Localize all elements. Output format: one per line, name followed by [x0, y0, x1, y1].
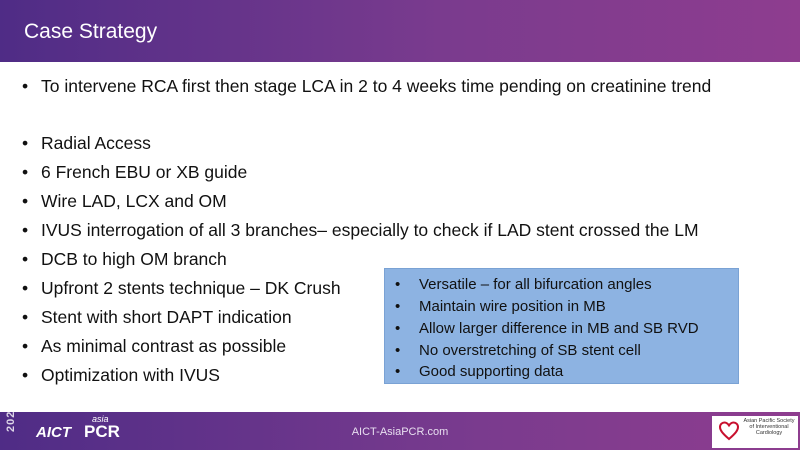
bullet-dot: • — [395, 276, 401, 293]
bullet-dot: • — [395, 363, 401, 380]
bullet-dot: • — [22, 191, 29, 211]
bullet-dot: • — [22, 278, 29, 298]
bullet-dot: • — [22, 162, 29, 182]
bullet-dot: • — [395, 342, 401, 359]
bullet-dot: • — [22, 220, 29, 240]
year-label: 2022 — [5, 403, 17, 432]
bullet-dot: • — [22, 76, 29, 96]
heart-icon — [718, 420, 740, 442]
bullet-dot: • — [395, 320, 401, 337]
pcr-logo: PCR — [84, 422, 120, 441]
bullet-dot: • — [22, 249, 29, 269]
bullet-dot: • — [22, 307, 29, 327]
slide-title: Case Strategy — [24, 20, 158, 43]
aict-logo: AICT — [36, 424, 71, 441]
bullet-dot: • — [22, 133, 29, 153]
bullet-dot: • — [22, 365, 29, 385]
bullet-dot: • — [22, 336, 29, 356]
callout-box: • Versatile – for all bifurcation angles • Maintain wire position in MB • Allow larger difference in MB and SB RVD • No overstretching of SB stent cell • Good supporting data — [384, 268, 739, 384]
title-bar — [0, 0, 800, 62]
society-logo — [712, 416, 798, 448]
society-name: Asian Pacific Society of Interventional Cardiology — [743, 418, 795, 436]
bullet-dot: • — [395, 298, 401, 315]
asia-logo-text: asia — [92, 414, 109, 424]
footer-url[interactable]: AICT-AsiaPCR.com — [351, 426, 449, 438]
